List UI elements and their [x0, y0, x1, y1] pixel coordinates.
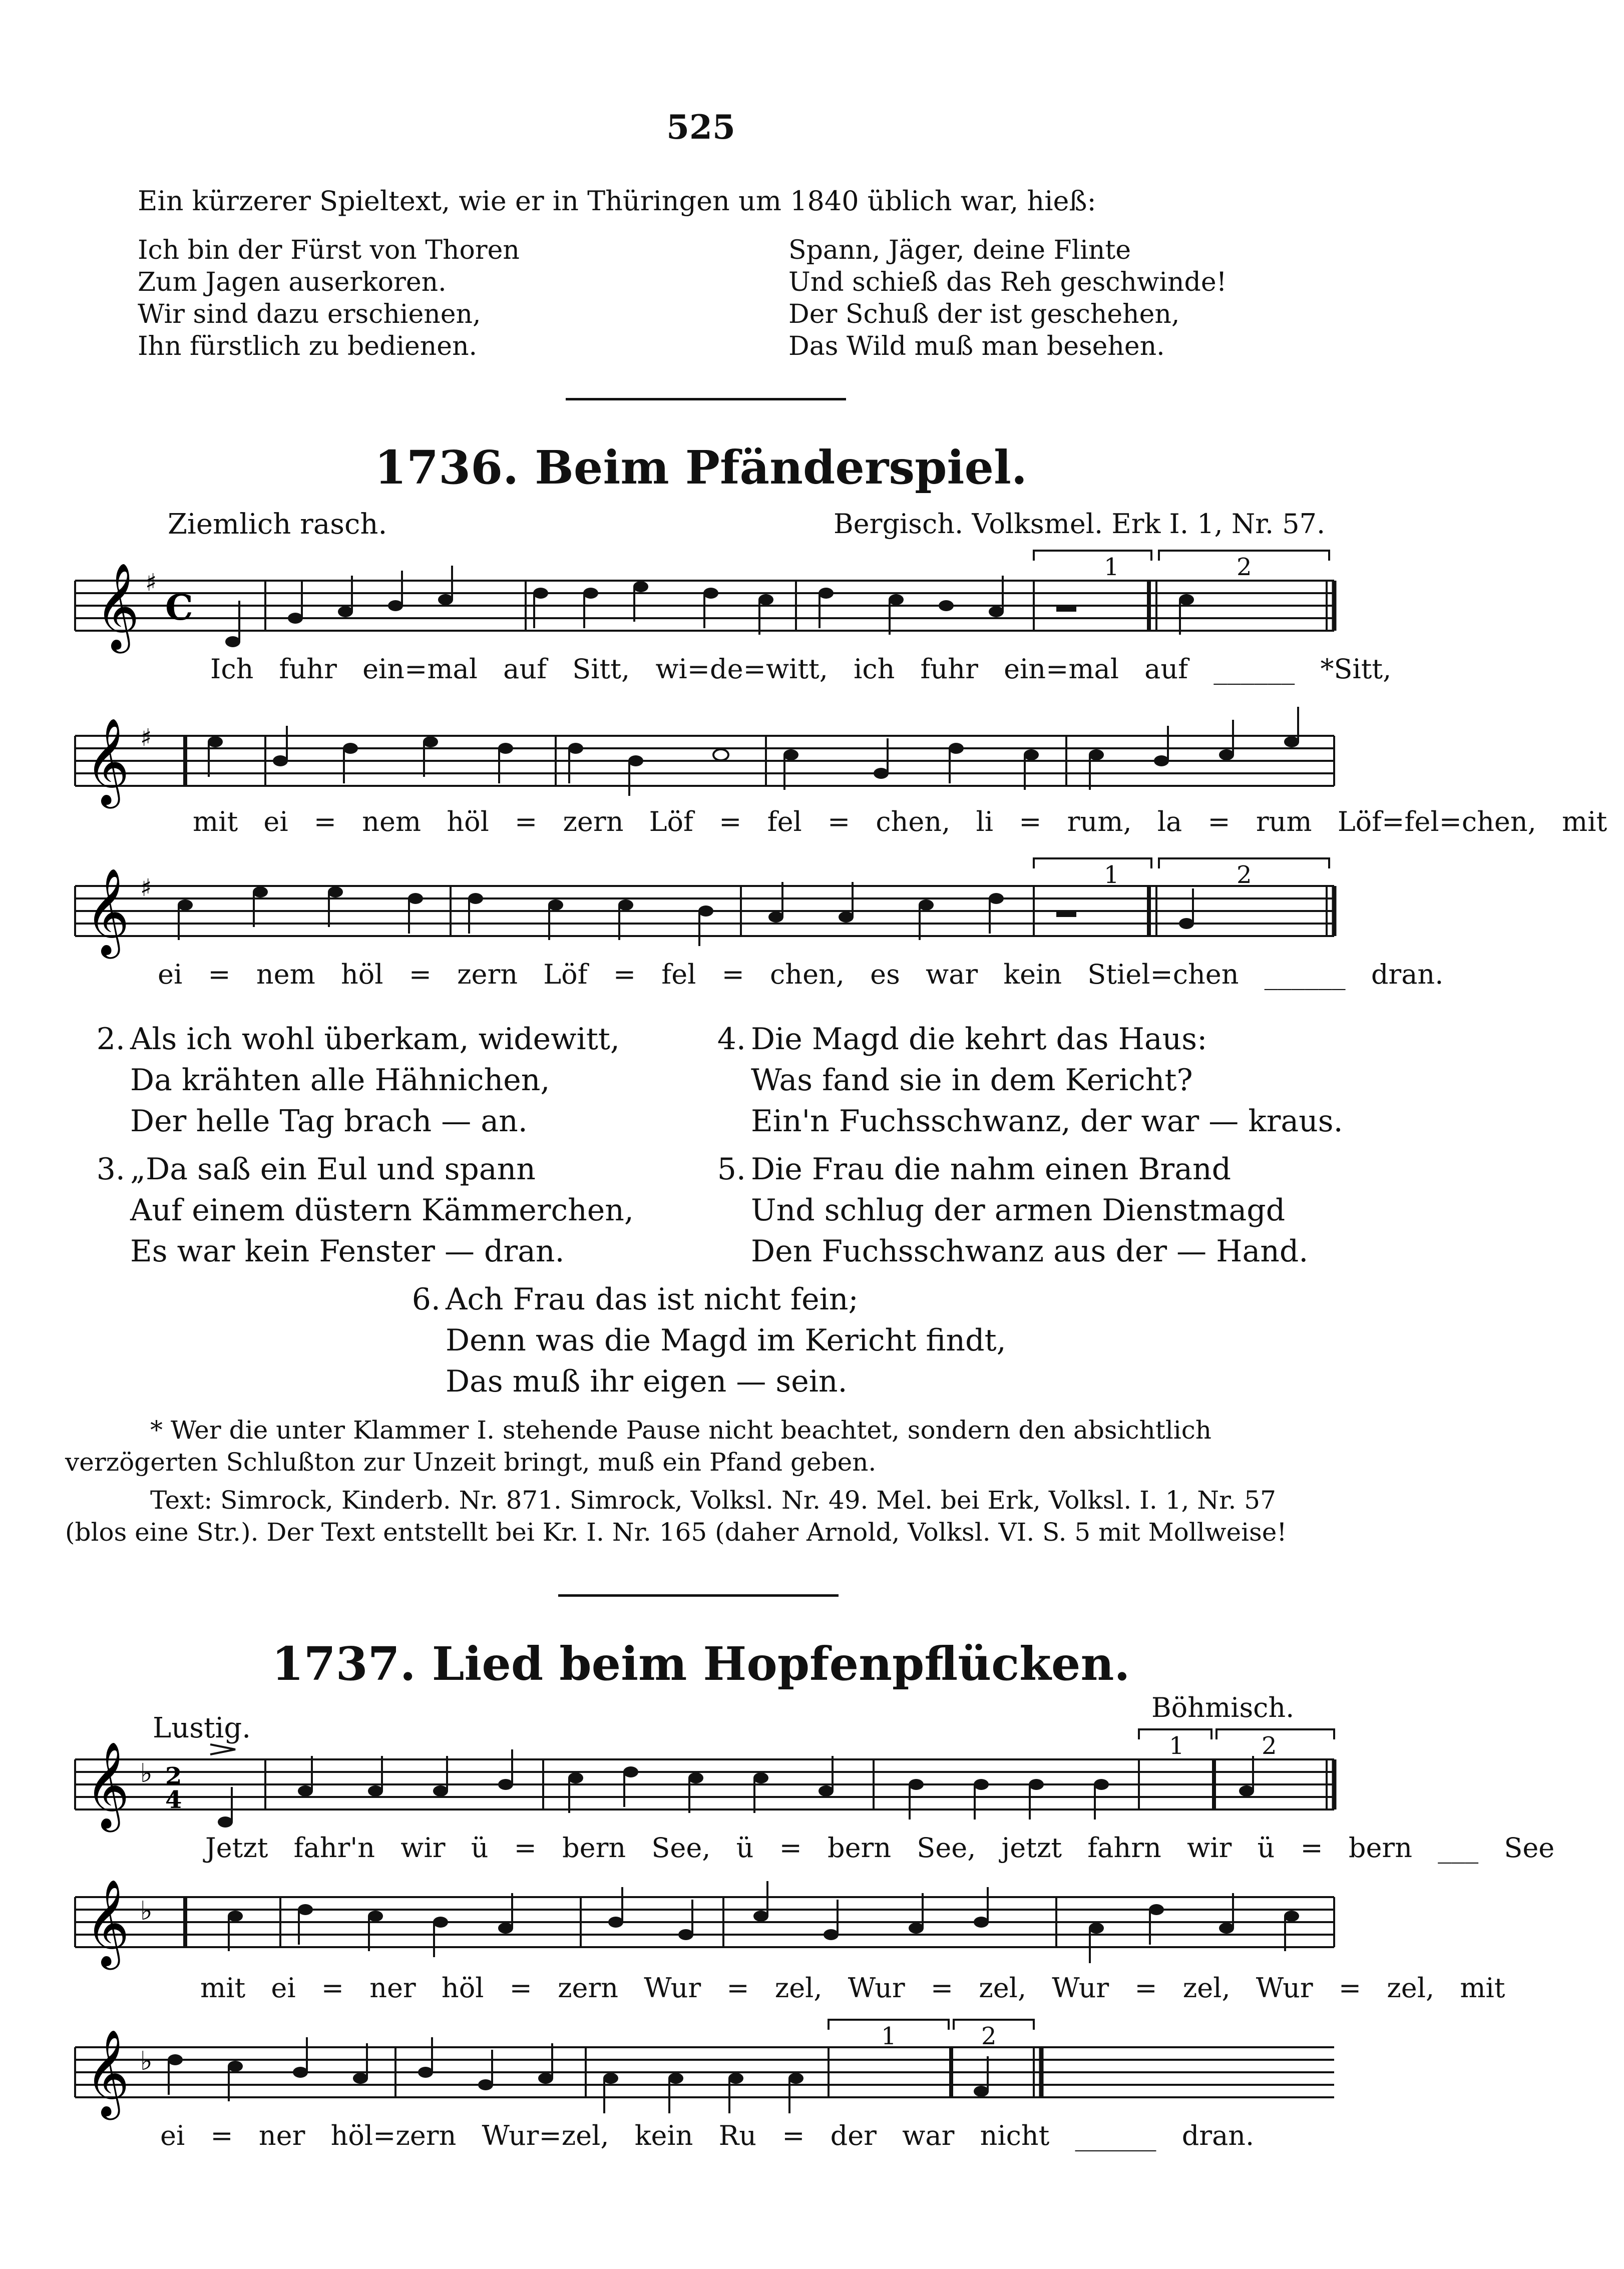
lyric-syllable: mit — [1561, 806, 1607, 837]
intro-text: Ein kürzerer Spieltext, wie er in Thüringen um 1840 üblich war, hieß: — [138, 185, 1096, 217]
lyric-syllable: Jetzt — [205, 1832, 268, 1864]
lyric-syllable: = — [726, 1972, 749, 2004]
lyric-syllable: höl — [447, 806, 489, 837]
lyric-syllable: See, — [917, 1832, 976, 1864]
lyric-syllable: dran. — [1371, 959, 1444, 990]
volta-1-label: 1 — [1104, 861, 1119, 889]
lyric-syllable: = — [1019, 806, 1042, 837]
lyric-syllable: = — [782, 2120, 805, 2151]
lyric-syllable: höl — [441, 1972, 484, 2004]
song-1737-tempo: Lustig. — [153, 1712, 251, 1744]
volta-1-label: 1 — [1104, 553, 1119, 581]
lyric-syllable: ü — [1257, 1832, 1275, 1864]
lyric-syllable: war — [925, 959, 978, 990]
lyric-syllable: Stiel=chen — [1087, 959, 1239, 990]
lyric-syllable: wir — [1187, 1832, 1232, 1864]
lyric-syllable: höl — [340, 959, 383, 990]
verse-line: Das Wild muß man besehen. — [788, 331, 1165, 361]
lyric-syllable: der — [830, 2120, 877, 2151]
lyric-syllable: See, — [651, 1832, 711, 1864]
lyric-syllable: fahrn — [1087, 1832, 1161, 1864]
lyric-syllable: Ru — [718, 2120, 757, 2151]
lyric-syllable: zel, — [979, 1972, 1027, 2004]
lyric-syllable: rum — [1256, 806, 1312, 837]
lyric-syllable: = — [1207, 806, 1231, 837]
volta-2-label: 2 — [1262, 1732, 1277, 1760]
lyric-syllable: ei — [263, 806, 288, 837]
lyric-syllable: fel — [661, 959, 696, 990]
song-1736-source: Bergisch. Volksmel. Erk I. 1, Nr. 57. — [834, 508, 1326, 540]
lyric-syllable: ___ — [1438, 1832, 1479, 1864]
stanza-line: Ein'n Fuchsschwanz, der war — kraus. — [751, 1104, 1343, 1139]
stanza-number: 5. — [717, 1152, 746, 1187]
lyric-syllable: kein — [1003, 959, 1062, 990]
stanza-line: Der helle Tag brach — an. — [130, 1104, 528, 1139]
lyric-syllable: mit — [1460, 1972, 1505, 2004]
verse-line: Zum Jagen auserkoren. — [138, 267, 447, 297]
lyric-syllable: bern — [1348, 1832, 1412, 1864]
lyric-syllable: zern — [563, 806, 624, 837]
text-source-note: Text: Simrock, Kinderb. Nr. 871. Simrock, Volksl. Nr. 49. Mel. bei Erk, Volksl. I. 1, Nr. 57 (blos eine Str.). Der Text entstellt bei Kr. I. Nr. 165 (daher Arnold, Volksl. VI. S. 5 mit Mollweise! — [65, 1486, 1287, 1547]
song-1736-title: 1736. Beim Pfänderspiel. — [374, 440, 1027, 495]
lyric-syllable: = — [930, 1972, 954, 2004]
lyric-syllable: ______ — [1075, 2120, 1156, 2151]
verse-line: Ihn fürstlich zu bedienen. — [138, 331, 478, 361]
stanza-number: 3. — [96, 1152, 125, 1187]
svg-text:♭: ♭ — [140, 1896, 153, 1926]
lyric-syllable: war — [902, 2120, 955, 2151]
lyric-syllable: = — [1134, 1972, 1157, 2004]
lyric-syllable: fahr'n — [293, 1832, 375, 1864]
stanza-line: Ach Frau das ist nicht fein; — [446, 1282, 859, 1317]
lyric-syllable: = — [509, 1972, 532, 2004]
svg-text:C: C — [165, 587, 193, 628]
footnote: * Wer die unter Klammer I. stehende Pause nicht beachtet, sondern den absichtlich verzögerten Schlußton zur Unzeit bringt, muß ein Pfand geben. — [65, 1416, 1211, 1477]
lyric-syllable: es — [870, 959, 900, 990]
lyric-syllable: ü — [471, 1832, 489, 1864]
lyric-syllable: Löf — [543, 959, 588, 990]
stanza-line: Es war kein Fenster — dran. — [130, 1234, 565, 1269]
lyric-syllable: = — [1300, 1832, 1323, 1864]
stanza-number: 6. — [412, 1282, 441, 1317]
svg-text:𝄞: 𝄞 — [85, 2029, 130, 2116]
svg-text:♭: ♭ — [140, 1758, 153, 1788]
lyric-syllable: = — [208, 959, 231, 990]
verse-line: Wir sind dazu erschienen, — [138, 299, 481, 329]
lyric-syllable: = — [1338, 1972, 1362, 2004]
lyric-syllable: la — [1157, 806, 1182, 837]
lyric-syllable: = — [515, 806, 538, 837]
lyric-syllable: Sitt, — [572, 653, 630, 685]
lyric-syllable: Wur — [848, 1972, 905, 2004]
song-1737-title: 1737. Lied beim Hopfenpflücken. — [271, 1637, 1130, 1691]
lyric-syllable: Wur — [1256, 1972, 1313, 2004]
volta-1-label: 1 — [1169, 1732, 1184, 1760]
lyric-syllable: Ich — [210, 653, 254, 685]
stanza-line: Auf einem düstern Kämmerchen, — [130, 1193, 634, 1228]
svg-text:♯: ♯ — [140, 874, 152, 902]
lyric-syllable: zel, — [1387, 1972, 1435, 2004]
lyric-syllable: zel, — [774, 1972, 823, 2004]
lyrics-1737-row3 — [160, 2120, 1271, 2151]
lyric-syllable: Wur — [644, 1972, 701, 2004]
volta-2-label: 2 — [1237, 861, 1252, 889]
lyric-syllable: fuhr — [279, 653, 337, 685]
lyric-syllable: Wur — [1052, 1972, 1109, 2004]
lyric-syllable: = — [321, 1972, 344, 2004]
lyric-syllable: dran. — [1181, 2120, 1255, 2151]
lyric-syllable: ein=mal — [362, 653, 478, 685]
lyric-syllable: = — [210, 2120, 233, 2151]
stanza-number: 2. — [96, 1022, 125, 1057]
lyric-syllable: Löf — [649, 806, 693, 837]
lyric-syllable: = — [721, 959, 744, 990]
lyric-syllable: auf — [503, 653, 547, 685]
lyric-syllable: auf — [1144, 653, 1188, 685]
stanza-line: Da krähten alle Hähnichen, — [130, 1063, 550, 1098]
lyric-syllable: ich — [854, 653, 895, 685]
lyric-syllable: mit — [200, 1972, 246, 2004]
svg-text:♯: ♯ — [145, 569, 157, 597]
stanza-line: Die Magd die kehrt das Haus: — [751, 1022, 1207, 1057]
time-signature-bottom: 4 — [165, 1786, 182, 1814]
verse-line: Spann, Jäger, deine Flinte — [788, 235, 1131, 265]
lyric-syllable: nem — [362, 806, 422, 837]
lyric-syllable: = — [779, 1832, 802, 1864]
song-1736-tempo: Ziemlich rasch. — [168, 508, 387, 541]
volta-1-label: 1 — [881, 2022, 897, 2050]
lyric-syllable: ei — [158, 959, 183, 990]
lyric-syllable: nicht — [980, 2120, 1050, 2151]
lyric-syllable: fuhr — [920, 653, 978, 685]
lyric-syllable: zel, — [1182, 1972, 1231, 2004]
lyric-syllable: = — [313, 806, 337, 837]
lyric-syllable: fel — [767, 806, 802, 837]
stanza-number: 4. — [717, 1022, 746, 1057]
stanza-line: Als ich wohl überkam, widewitt, — [130, 1022, 620, 1057]
lyric-syllable: zern — [457, 959, 518, 990]
svg-text:♭: ♭ — [140, 2046, 153, 2076]
lyric-syllable: ______ — [1264, 959, 1346, 990]
lyric-syllable: jetzt — [1001, 1832, 1062, 1864]
volta-2-label: 2 — [1237, 553, 1252, 581]
lyric-syllable: bern — [828, 1832, 892, 1864]
svg-text:𝄞: 𝄞 — [85, 1741, 130, 1829]
stanza-line: Den Fuchsschwanz aus der — Hand. — [751, 1234, 1309, 1269]
page-number: 525 — [666, 108, 735, 147]
stanza-line: Was fand sie in dem Kericht? — [751, 1063, 1193, 1098]
stanza-line: „Da saß ein Eul und spann — [130, 1152, 536, 1187]
lyric-syllable: *Sitt, — [1320, 653, 1392, 685]
lyric-syllable: ein=mal — [1004, 653, 1119, 685]
svg-text:𝄞: 𝄞 — [85, 1879, 130, 1966]
lyric-syllable: Wur=zel, — [482, 2120, 609, 2151]
volta-2-label: 2 — [981, 2022, 997, 2050]
svg-text:♯: ♯ — [140, 724, 152, 752]
lyric-syllable: höl=zern — [330, 2120, 457, 2151]
lyric-syllable: rum, — [1067, 806, 1132, 837]
verse-line: Ich bin der Fürst von Thoren — [138, 235, 520, 265]
lyric-syllable: See — [1504, 1832, 1555, 1864]
lyric-syllable: = — [409, 959, 432, 990]
lyric-syllable: = — [719, 806, 742, 837]
verse-line: Der Schuß der ist geschehen, — [788, 299, 1180, 329]
song-1737-source: Böhmisch. — [1151, 1692, 1295, 1723]
lyric-syllable: ei — [160, 2120, 185, 2151]
lyric-syllable: = — [514, 1832, 537, 1864]
lyric-syllable: ei — [271, 1972, 296, 2004]
lyric-syllable: ner — [258, 2120, 305, 2151]
lyric-syllable: Löf=fel=chen, — [1337, 806, 1536, 837]
lyric-syllable: ner — [369, 1972, 416, 2004]
svg-text:𝄞: 𝄞 — [85, 868, 130, 955]
verse-line: Und schieß das Reh geschwinde! — [788, 267, 1227, 297]
lyric-syllable: nem — [256, 959, 315, 990]
lyric-syllable: = — [613, 959, 636, 990]
lyric-syllable: wi=de=witt, — [655, 653, 828, 685]
lyric-syllable: chen, — [876, 806, 951, 837]
lyric-syllable: = — [827, 806, 851, 837]
lyric-syllable: kein — [634, 2120, 693, 2151]
svg-text:𝄞: 𝄞 — [95, 563, 140, 650]
time-signature-top: 2 — [165, 1762, 182, 1790]
lyric-syllable: chen, — [770, 959, 845, 990]
lyric-syllable: mit — [193, 806, 238, 837]
lyric-syllable: wir — [400, 1832, 446, 1864]
lyric-syllable: li — [976, 806, 994, 837]
stanza-line: Und schlug der armen Dienstmagd — [751, 1193, 1286, 1228]
stanza-line: Die Frau die nahm einen Brand — [751, 1152, 1232, 1187]
lyric-syllable: ______ — [1213, 653, 1295, 685]
stanza-line: Denn was die Magd im Kericht findt, — [446, 1323, 1006, 1358]
stanza-line: Das muß ihr eigen — sein. — [446, 1364, 848, 1399]
svg-text:𝄞: 𝄞 — [85, 718, 130, 805]
lyric-syllable: bern — [562, 1832, 626, 1864]
lyric-syllable: zern — [558, 1972, 619, 2004]
lyric-syllable: ü — [736, 1832, 754, 1864]
